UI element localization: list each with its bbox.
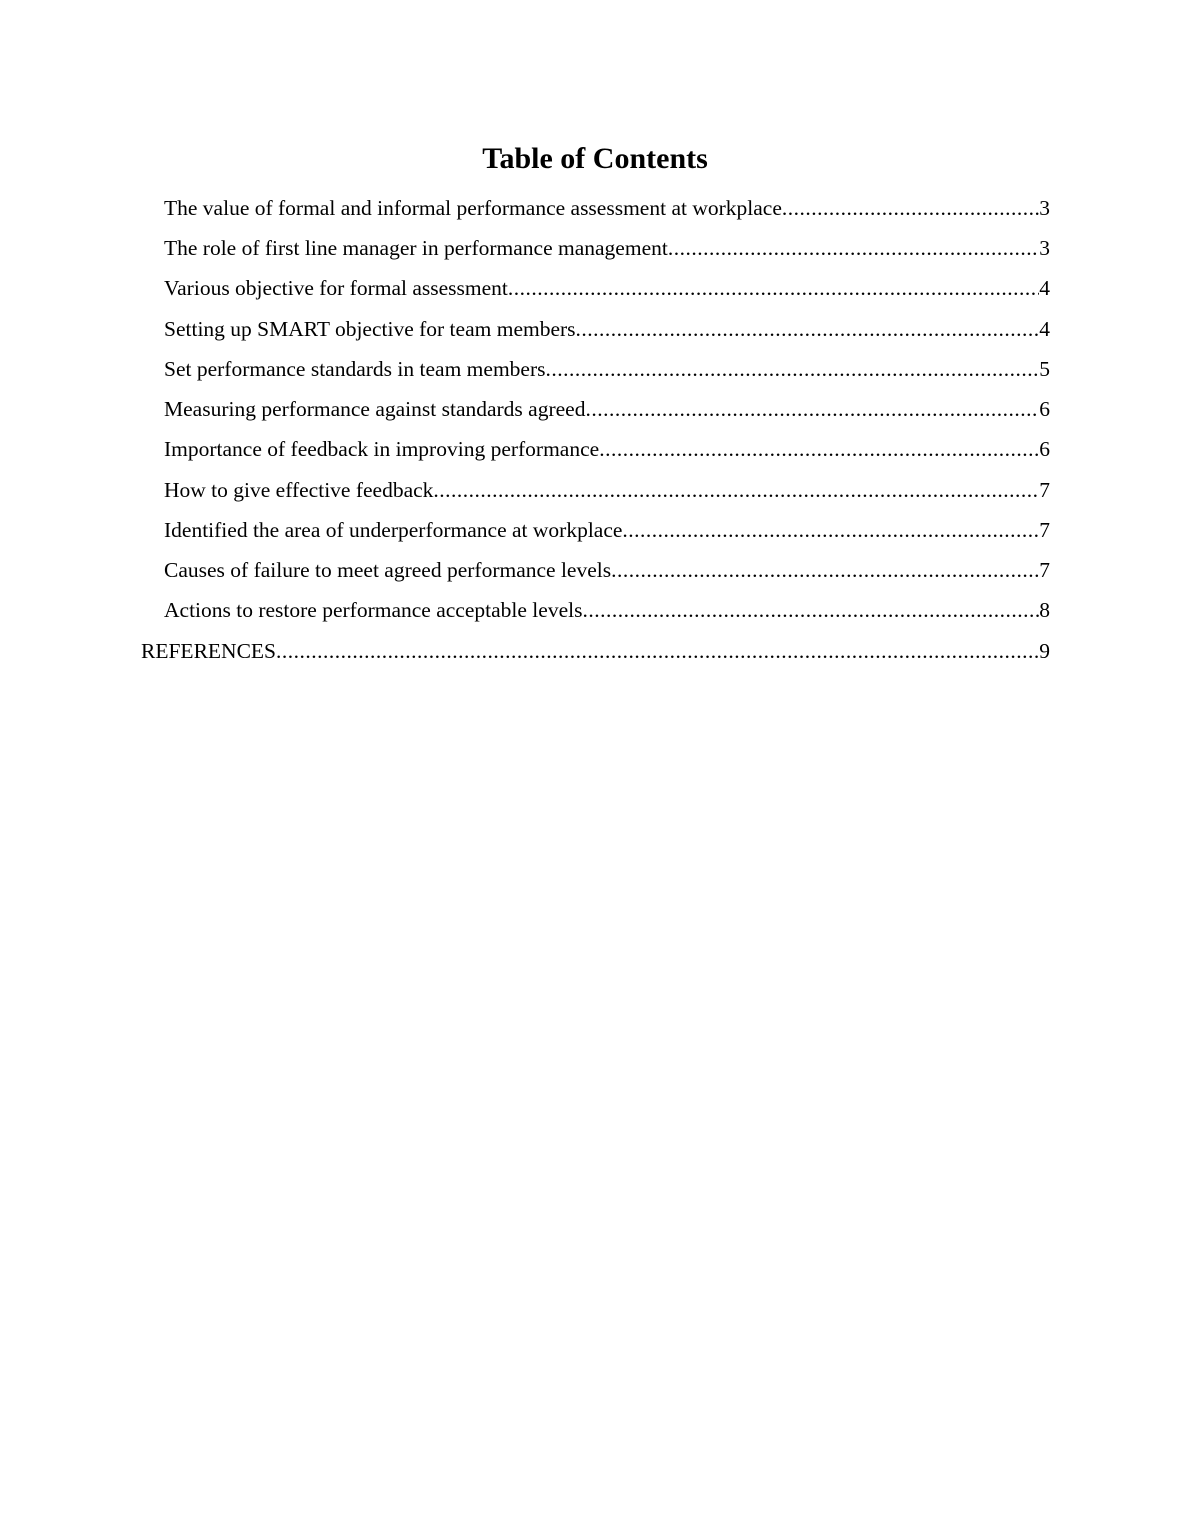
- toc-entry-text: REFERENCES: [141, 639, 276, 663]
- toc-entry[interactable]: [164, 470, 1050, 510]
- toc-dot-leader: [546, 349, 1040, 389]
- toc-entry-page: 7: [1039, 518, 1050, 542]
- toc-dot-leader: [433, 470, 1039, 510]
- toc-entry-page: 7: [1039, 558, 1050, 582]
- toc-entry-page: 6: [1039, 397, 1050, 421]
- toc-dot-leader: [668, 228, 1039, 268]
- toc-entry[interactable]: [164, 228, 1050, 268]
- toc-entry-text: Setting up SMART objective for team members: [164, 317, 576, 341]
- toc-entry-page: 8: [1039, 598, 1050, 622]
- toc-entry[interactable]: [164, 349, 1050, 389]
- toc-entry-text: Actions to restore performance acceptable levels: [164, 598, 583, 622]
- toc-entry-page: 7: [1039, 478, 1050, 502]
- toc-entry-text: Causes of failure to meet agreed performance levels: [164, 558, 612, 582]
- toc-dot-leader: [585, 389, 1039, 429]
- toc-entry-text: Importance of feedback in improving performance: [164, 437, 600, 461]
- toc-dot-leader: [576, 309, 1040, 349]
- toc-entry-text: How to give effective feedback: [164, 478, 434, 502]
- toc-entry[interactable]: [164, 510, 1050, 550]
- toc-dot-leader: [782, 188, 1039, 228]
- toc-dot-leader: [582, 590, 1039, 630]
- toc-entry[interactable]: [164, 309, 1050, 349]
- toc-entry-text: Measuring performance against standards agreed: [164, 397, 586, 421]
- toc-entry[interactable]: [164, 429, 1050, 469]
- toc-entry[interactable]: [164, 188, 1050, 228]
- toc-title: Table of Contents: [482, 142, 708, 175]
- toc-dot-leader: [508, 268, 1039, 308]
- toc-entry-page: 4: [1039, 317, 1050, 341]
- toc-entry[interactable]: [164, 590, 1050, 630]
- toc-entry[interactable]: [164, 389, 1050, 429]
- toc-dot-leader: [622, 510, 1039, 550]
- toc-entry-text: Various objective for formal assessment: [164, 276, 508, 300]
- toc-entry-page: 3: [1039, 196, 1050, 220]
- toc-dot-leader: [599, 429, 1039, 469]
- toc-entry-text: The role of first line manager in performance management: [164, 236, 668, 260]
- toc-entry-page: 3: [1039, 236, 1050, 260]
- toc-entry-text: The value of formal and informal performance assessment at workplace: [164, 196, 782, 220]
- toc-entry[interactable]: [164, 550, 1050, 590]
- toc-entry-text: Identified the area of underperformance at workplace: [164, 518, 623, 542]
- toc-dot-leader: [611, 550, 1039, 590]
- toc-entry-page: 5: [1039, 357, 1050, 381]
- toc-entry-page: 9: [1039, 639, 1050, 663]
- toc-entry-text: Set performance standards in team members: [164, 357, 546, 381]
- toc-entry[interactable]: [164, 268, 1050, 308]
- toc-entry-references[interactable]: [141, 631, 1050, 671]
- toc-entry-page: 4: [1039, 276, 1050, 300]
- toc-entry-page: 6: [1039, 437, 1050, 461]
- toc-dot-leader: [276, 631, 1039, 671]
